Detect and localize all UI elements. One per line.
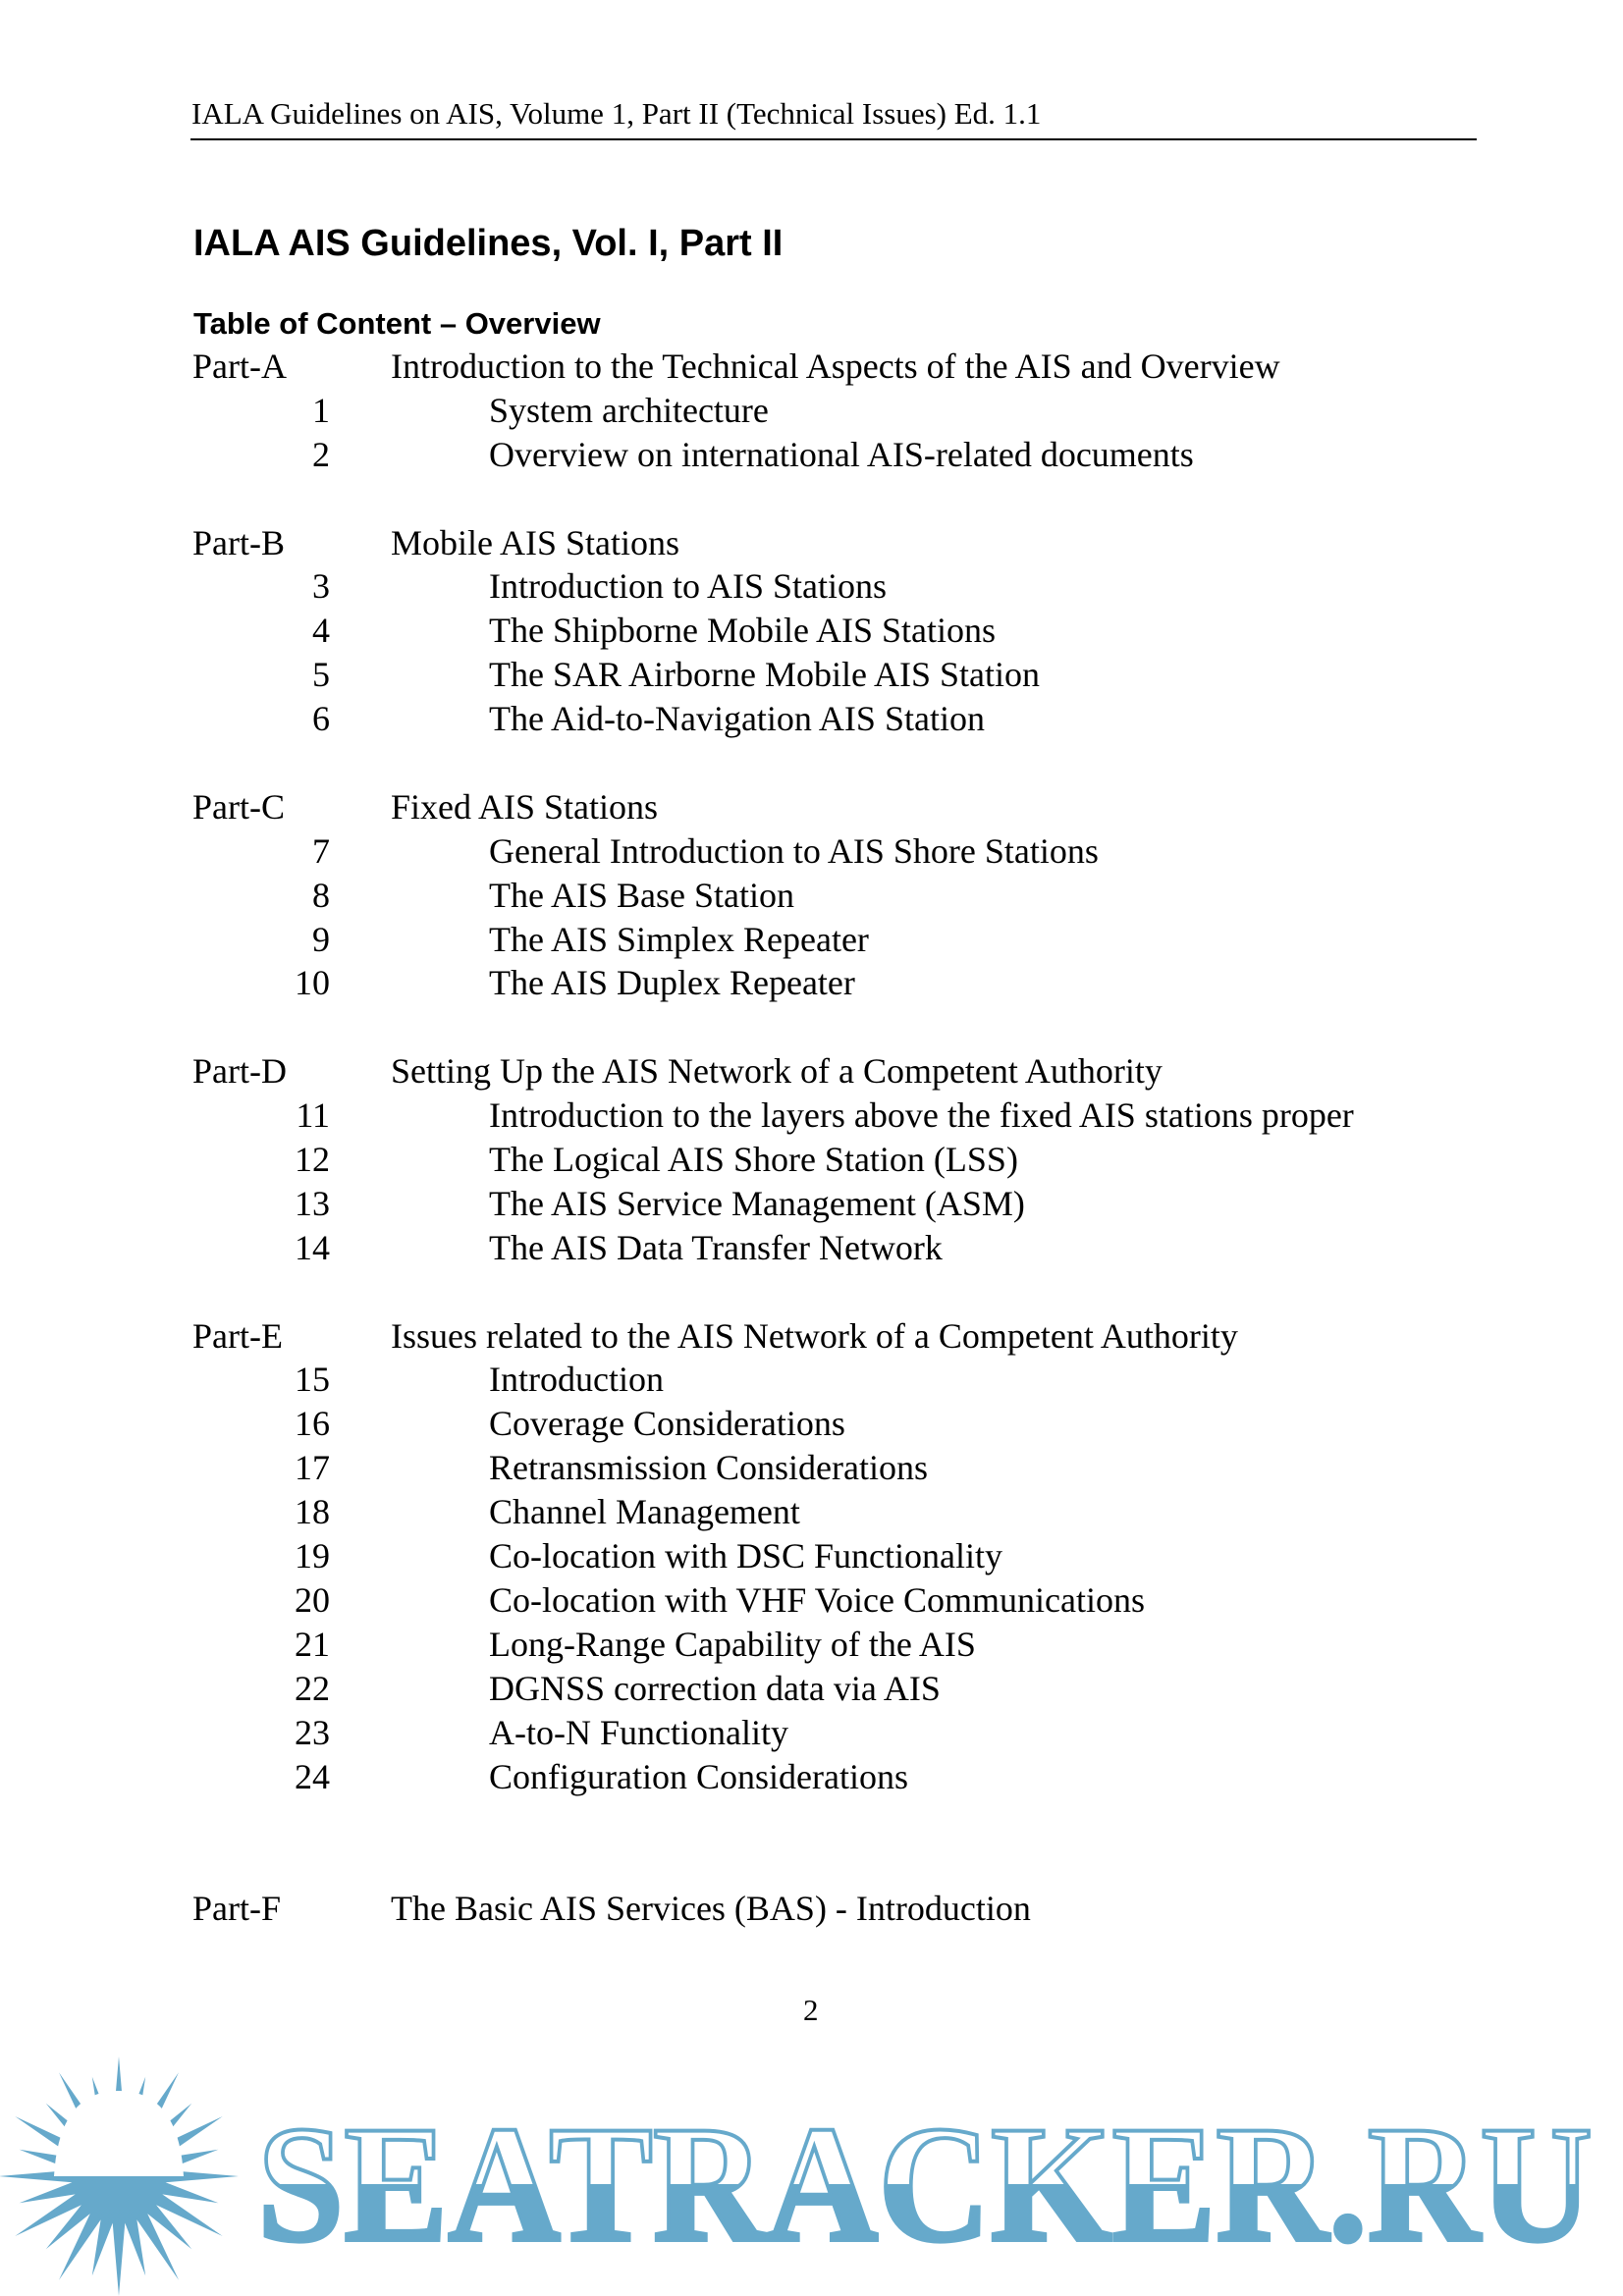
toc-chapter-row [0,1534,1623,1578]
toc-chapter-row [0,874,1623,918]
chapter-title: DGNSS correction data via AIS [489,1668,941,1708]
toc-chapter-row [0,697,1623,741]
chapter-number: 13 [295,1183,330,1223]
chapter-number: 4 [312,611,330,651]
toc-part-row [0,1314,1623,1359]
chapter-title: Long-Range Capability of the AIS [489,1624,976,1664]
chapter-title: System architecture [489,390,769,430]
part-title: The Basic AIS Services (BAS) - Introduction [391,1889,1031,1929]
chapter-number: 23 [295,1712,330,1752]
toc-chapter-row [0,564,1623,609]
toc-chapter-row [0,1578,1623,1623]
part-title: Mobile AIS Stations [391,522,680,562]
chapter-number: 16 [295,1404,330,1444]
part-title: Issues related to the AIS Network of a Competent Authority [391,1315,1238,1356]
chapter-title: Introduction to AIS Stations [489,566,887,607]
toc-chapter-row [0,1402,1623,1446]
toc-chapter-row [0,1490,1623,1534]
toc-part-row [0,345,1623,389]
seatracker-watermark [0,2052,1623,2296]
chapter-title: Co-location with DSC Functionality [489,1536,1002,1576]
sun-logo-icon [0,2056,239,2296]
chapter-title: The AIS Duplex Repeater [489,963,855,1003]
toc-part-row [0,785,1623,829]
chapter-title: The Logical AIS Shore Station (LSS) [489,1140,1018,1180]
toc-chapter-row [0,609,1623,653]
toc-chapter-row [0,1094,1623,1138]
toc-chapter-row [0,1755,1623,1799]
part-label: Part-E [192,1315,283,1356]
toc-chapter-row [0,433,1623,477]
chapter-number: 6 [312,699,330,739]
chapter-title: The Aid-to-Navigation AIS Station [489,699,985,739]
chapter-title: The Shipborne Mobile AIS Stations [489,611,996,651]
chapter-number: 11 [296,1095,330,1136]
chapter-title: Retransmission Considerations [489,1448,928,1488]
chapter-number: 7 [312,830,330,871]
chapter-title: General Introduction to AIS Shore Stations [489,830,1099,871]
part-label: Part-F [192,1889,281,1929]
toc-chapter-row [0,961,1623,1005]
toc-part-row [0,1049,1623,1094]
toc-chapter-row [0,1182,1623,1226]
toc-part-row [0,1887,1623,1931]
part-title: Setting Up the AIS Network of a Competent Authority [391,1051,1163,1092]
chapter-title: The AIS Data Transfer Network [489,1227,943,1267]
chapter-number: 3 [312,566,330,607]
document-title: IALA AIS Guidelines, Vol. I, Part II [193,223,784,264]
toc-chapter-row [0,1667,1623,1711]
chapter-number: 1 [312,390,330,430]
chapter-number: 12 [295,1140,330,1180]
part-label: Part-D [192,1051,287,1092]
toc-heading: Table of Content – Overview [193,306,601,341]
toc-part-row [0,521,1623,565]
chapter-title: Introduction to the layers above the fixed AIS stations proper [489,1095,1354,1136]
chapter-number: 21 [295,1624,330,1664]
toc-chapter-row [0,389,1623,433]
toc-chapter-row [0,1623,1623,1667]
toc-chapter-row [0,1358,1623,1402]
toc-chapter-row [0,829,1623,874]
chapter-title: The AIS Base Station [489,875,794,915]
part-label: Part-A [192,347,287,386]
chapter-title: Overview on international AIS-related documents [489,434,1194,474]
part-title: Fixed AIS Stations [391,786,659,827]
part-title: Introduction to the Technical Aspects of the AIS and Overview [391,347,1280,386]
chapter-title: Configuration Considerations [489,1756,908,1796]
chapter-number: 9 [312,919,330,959]
chapter-number: 18 [295,1492,330,1532]
running-header: IALA Guidelines on AIS, Volume 1, Part II (Technical Issues) Ed. 1.1 [191,96,1042,131]
header-rule [190,138,1477,140]
toc-chapter-row [0,1711,1623,1755]
table-of-contents [0,345,1623,1931]
toc-chapter-row [0,653,1623,697]
chapter-number: 8 [312,875,330,915]
toc-chapter-row [0,1226,1623,1270]
chapter-number: 20 [295,1579,330,1620]
chapter-number: 2 [312,434,330,474]
toc-chapter-row [0,1138,1623,1182]
chapter-number: 22 [295,1668,330,1708]
chapter-number: 10 [295,963,330,1003]
chapter-title: A-to-N Functionality [489,1712,788,1752]
part-label: Part-C [192,786,285,827]
watermark-text: SEATRACKER.RU [257,2092,1593,2276]
chapter-title: Channel Management [489,1492,800,1532]
chapter-title: The AIS Service Management (ASM) [489,1183,1025,1223]
toc-chapter-row [0,1446,1623,1490]
chapter-title: Co-location with VHF Voice Communications [489,1579,1145,1620]
chapter-number: 14 [295,1227,330,1267]
part-label: Part-B [192,522,285,562]
chapter-number: 5 [312,655,330,695]
chapter-title: The AIS Simplex Repeater [489,919,869,959]
chapter-title: Introduction [489,1360,664,1400]
chapter-title: Coverage Considerations [489,1404,845,1444]
chapter-number: 24 [295,1756,330,1796]
toc-chapter-row [0,918,1623,962]
chapter-number: 15 [295,1360,330,1400]
chapter-title: The SAR Airborne Mobile AIS Station [489,655,1040,695]
chapter-number: 19 [295,1536,330,1576]
chapter-number: 17 [295,1448,330,1488]
page-number: 2 [803,1993,819,2027]
